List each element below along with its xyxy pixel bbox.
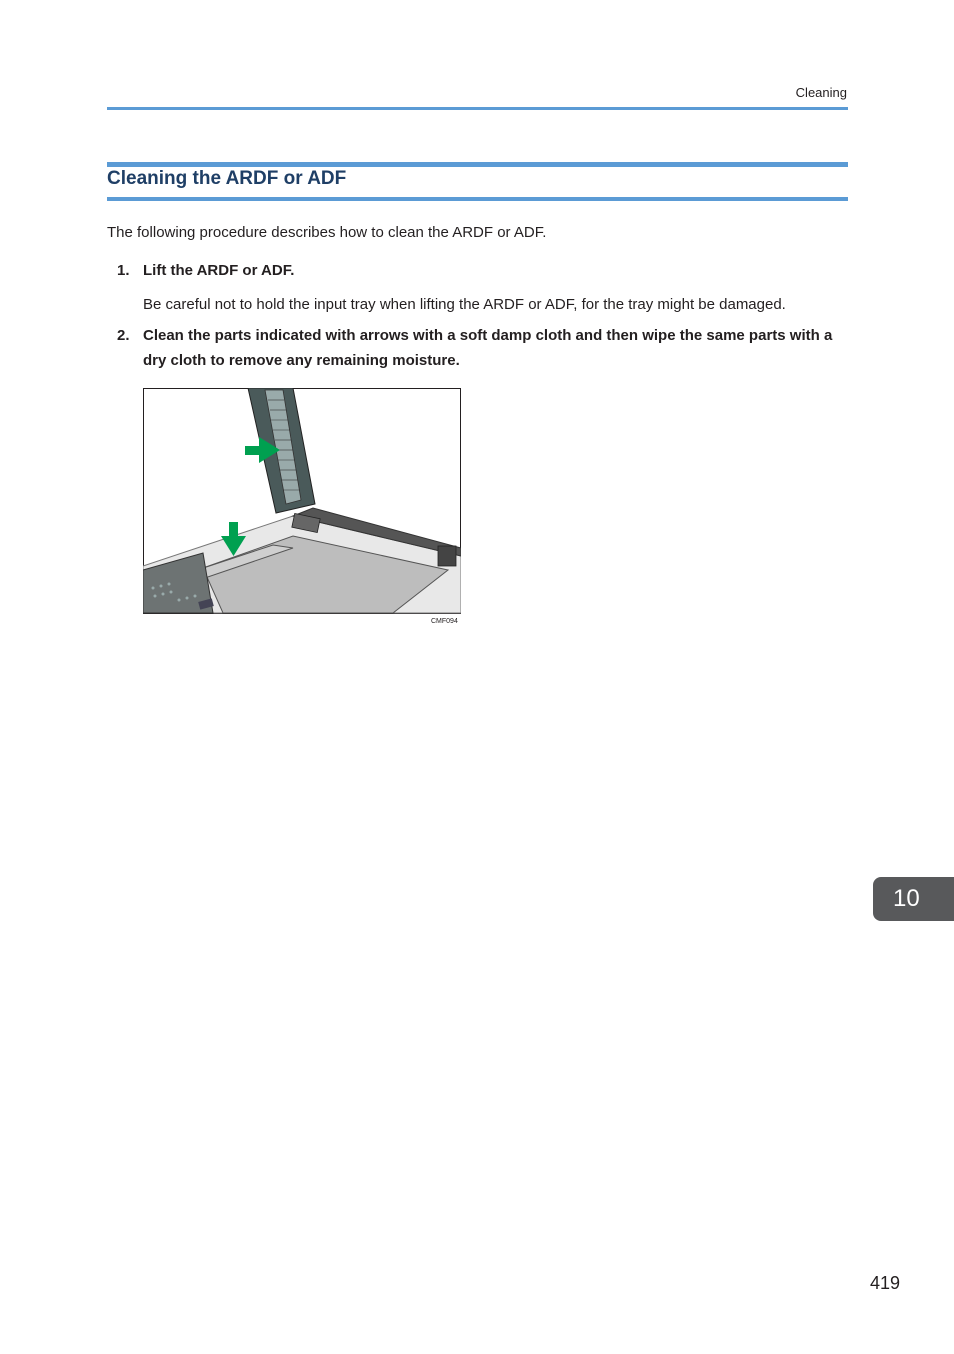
chapter-tab: 10 bbox=[873, 877, 954, 921]
section-title: Cleaning the ARDF or ADF bbox=[107, 168, 347, 189]
step-1-note: Be careful not to hold the input tray when lifting the ARDF or ADF, for the tray might be damaged. bbox=[143, 296, 786, 313]
figure-code: CMF094 bbox=[431, 618, 458, 625]
running-header: Cleaning bbox=[795, 85, 847, 100]
step-2-text: Clean the parts indicated with arrows with a soft damp cloth and then wipe the same parts with a dry cloth to remove any remaining moisture. bbox=[143, 327, 833, 369]
scanner-illustration bbox=[143, 388, 461, 614]
intro-paragraph: The following procedure describes how to clean the ARDF or ADF. bbox=[107, 224, 547, 241]
step-2-number: 2. bbox=[117, 327, 130, 344]
section-title-bottom-rule bbox=[107, 197, 848, 201]
step-1-number: 1. bbox=[117, 262, 130, 279]
header-rule bbox=[107, 107, 848, 110]
section-title-top-rule bbox=[107, 162, 848, 167]
step-1-text: Lift the ARDF or ADF. bbox=[143, 262, 295, 279]
page-number: 419 bbox=[869, 1273, 900, 1293]
